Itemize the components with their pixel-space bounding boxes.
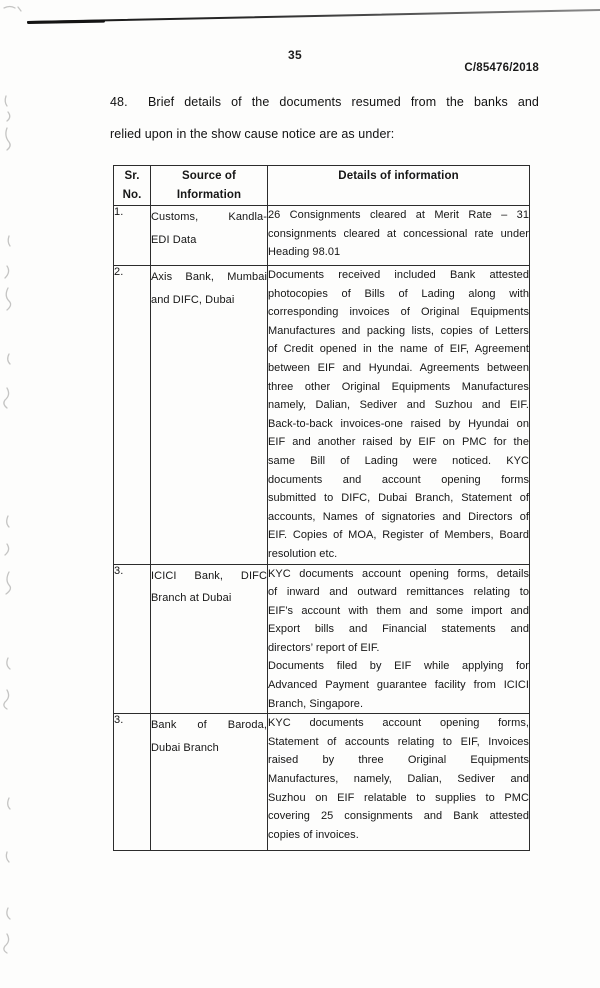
text-line: Bank of Baroda, — [151, 719, 267, 732]
text-line: Heading 98.01 — [268, 246, 341, 259]
text-line: Branch, Singapore. — [268, 697, 364, 710]
text-line: namely, Dalian, Sediver and Suzhou and EIF. — [268, 399, 529, 412]
text-line: Dubai Branch — [151, 741, 219, 754]
text-line: Branch at Dubai — [151, 592, 232, 604]
text-line: Axis Bank, Mumbai — [151, 271, 267, 283]
text-line: 26 Consignments cleared at Merit Rate – 31 — [268, 209, 529, 221]
text-line: submitted to DIFC, Dubai Branch, Statement of — [268, 492, 529, 505]
text-line: KYC documents account opening forms, details — [268, 567, 529, 580]
text-line: directors’ report of EIF. — [268, 641, 380, 654]
text-line: Documents received included Bank attested — [268, 269, 529, 281]
margin-scan-artifacts — [0, 0, 50, 988]
text-line: photocopies of Bills of Lading along with — [268, 287, 529, 300]
text-line: same Bill of Lading were noticed. KYC — [268, 454, 529, 467]
cell-details-of-information — [268, 206, 530, 266]
text-line: Source of — [182, 170, 236, 182]
cell-sr-no: 3. — [114, 714, 151, 851]
cell-details-of-information — [268, 266, 530, 565]
cell-source-of-information — [151, 564, 268, 714]
header-sr-no — [114, 166, 151, 206]
text-line: resolution etc. — [268, 547, 338, 560]
text-line: Manufactures and packing lists, copies of Letters — [268, 324, 529, 337]
text-line: EIF. Copies of MOA, Register of Members, Board — [268, 529, 529, 542]
text-line: raised by three Original Equipments — [268, 754, 529, 767]
text-line: covering 25 consignments and Bank attested — [268, 810, 529, 823]
cell-sr-no: 2. — [114, 266, 151, 565]
text-line: Documents filed by EIF while applying for — [268, 660, 529, 673]
text-line: Manufactures, namely, Dalian, Sediver and — [268, 773, 529, 786]
text-line: consignments cleared at concessional rate under — [268, 227, 529, 240]
text-line: of Credit opened in the name of EIF, Agreement — [268, 343, 529, 356]
text-line: between EIF and Hyundai. Agreements between — [268, 361, 529, 374]
text-line: and DIFC, Dubai — [151, 293, 235, 306]
text-line: corresponding invoices of Original Equipments — [268, 306, 529, 319]
text-line: EDI Data — [151, 233, 197, 246]
text-line: copies of invoices. — [268, 828, 359, 841]
text-line: Information — [176, 189, 242, 201]
table-row — [114, 714, 530, 851]
text-line: documents and account opening forms — [268, 473, 529, 486]
text-line: Back-to-back invoices-one raised by Hyundai on — [268, 417, 529, 430]
text-line: No. — [122, 189, 142, 201]
paragraph-line-2: relied upon in the show cause notice are as under: — [110, 127, 395, 141]
table-row — [114, 206, 530, 266]
text-line: ICICI Bank, DIFC — [151, 569, 267, 582]
table-header-row — [114, 166, 530, 206]
details-table — [113, 165, 530, 851]
scan-edge-artifact — [27, 9, 600, 23]
cell-source-of-information — [151, 266, 268, 565]
scan-edge-artifact-blob — [27, 20, 105, 24]
text-line: Export bills and Financial statements and — [268, 623, 529, 636]
paragraph-48 — [110, 94, 539, 158]
cell-details-of-information — [268, 564, 530, 714]
text-line: Suzhou on EIF relatable to supplies to PMC — [268, 791, 529, 804]
text-line: EIF’s account with them and some import and — [268, 604, 529, 617]
text-line: Advanced Payment guarantee facility from ICICI — [268, 679, 529, 692]
table-row — [114, 266, 530, 565]
case-reference: C/85476/2018 — [464, 62, 539, 74]
text-line: accounts, Names of signatories and Directors of — [268, 510, 529, 523]
text-line: EIF and another raised by EIF on PMC for the — [268, 436, 529, 449]
cell-source-of-information — [151, 206, 268, 266]
cell-sr-no: 1. — [114, 206, 151, 266]
header-source — [151, 166, 268, 206]
table-body — [114, 206, 530, 851]
paragraph-number: 48. — [110, 95, 128, 109]
page-number: 35 — [288, 48, 302, 62]
text-line: Statement of accounts relating to EIF, Invoices — [268, 735, 529, 748]
text-line: KYC documents account opening forms, — [268, 717, 529, 730]
cell-sr-no: 3. — [114, 564, 151, 714]
header-details: Details of information — [268, 166, 530, 206]
text-line: Sr. — [124, 170, 140, 182]
paragraph-line-1: Brief details of the documents resumed from the banks and — [148, 95, 539, 109]
cell-source-of-information — [151, 714, 268, 851]
text-line: three other Original Equipments Manufactures — [268, 380, 529, 393]
table-row — [114, 564, 530, 714]
text-line: Customs, Kandla- — [151, 211, 267, 223]
text-line: of inward and outward remittances relating to — [268, 586, 529, 599]
cell-details-of-information — [268, 714, 530, 851]
